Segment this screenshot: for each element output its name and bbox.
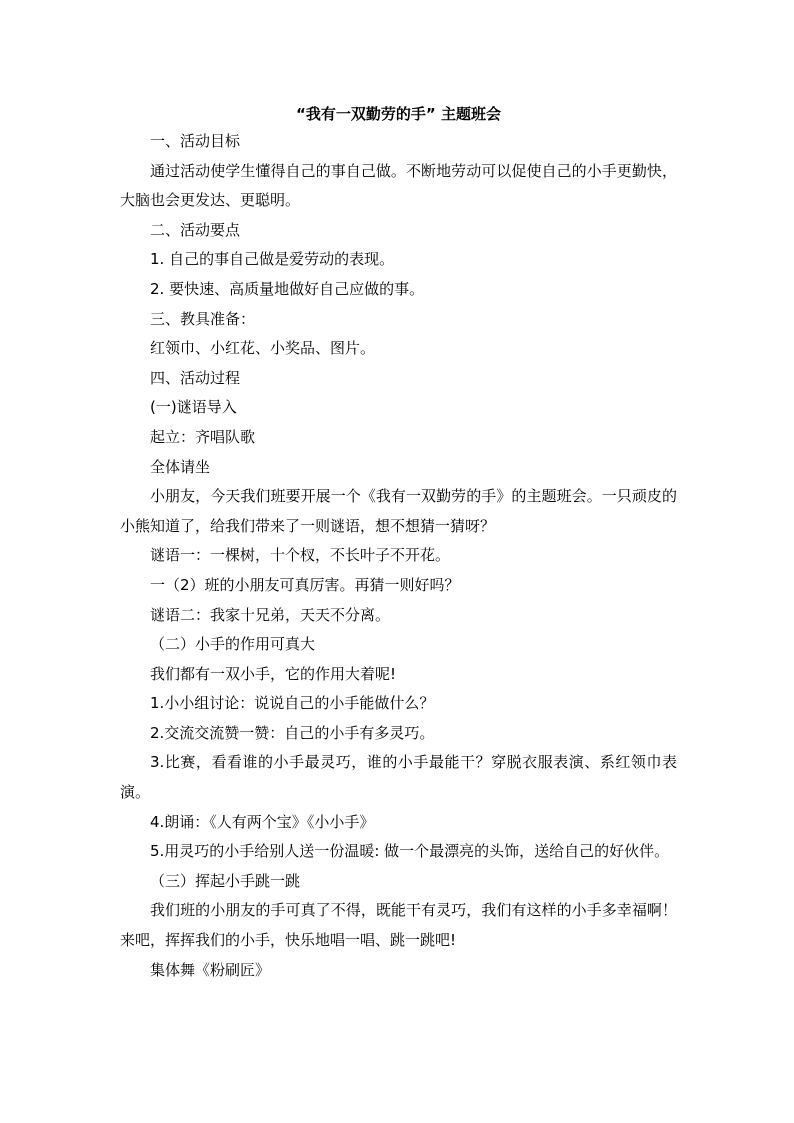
heading-materials: 三、教具准备：	[150, 309, 256, 328]
section-hand-uses: （二）小手的作用可真大	[150, 635, 316, 654]
materials-text: 红领巾、小红花、小奖品、图片。	[150, 339, 376, 358]
activity-3: 3.比赛，看看谁的小手最灵巧，谁的小手最能干？穿脱衣服表演、系红领巾表演。	[120, 753, 677, 802]
dance-intro: 我们班的小朋友的手可真了不得，既能干有灵巧，我们有这样的小手多幸福啊！来吧，挥挥我们的小手，快乐地唱一唱、跳一跳吧!	[120, 901, 677, 950]
document-title: “我有一双勤劳的手” 主题班会	[296, 105, 501, 123]
heading-key-points: 二、活动要点	[150, 220, 241, 239]
key-point-1: 1. 自己的事自己做是爱劳动的表现。	[150, 250, 395, 269]
activity-2: 2.交流交流赞一赞：自己的小手有多灵巧。	[150, 723, 435, 742]
please-sit: 全体请坐	[150, 457, 211, 476]
section-riddle-intro: (一)谜语导入	[150, 398, 237, 417]
activity-5: 5.用灵巧的小手给别人送一份温暖: 做一个最漂亮的头饰，送给自己的好伙伴。	[150, 842, 670, 861]
group-dance: 集体舞《粉刷匠》	[150, 960, 271, 979]
stand-and-sing: 起立：齐唱队歌	[150, 427, 256, 446]
riddle-2: 谜语二：我家十兄弟，天天不分离。	[150, 605, 391, 624]
class-praise: 一（2）班的小朋友可真厉害。再猜一则好吗？	[150, 575, 460, 594]
riddle-1: 谜语一：一棵树，十个杈，不长叶子不开花。	[150, 546, 451, 565]
objectives-text: 通过活动使学生懂得自己的事自己做。不断地劳动可以促使自己的小手更勤快，大脑也会更发达、更聪明。	[120, 161, 677, 210]
document-body	[120, 101, 677, 985]
hand-uses-intro: 我们都有一双小手，它的作用大着呢!	[150, 664, 397, 683]
section-dance: （三）挥起小手跳一跳	[150, 871, 301, 890]
key-point-2: 2. 要快速、高质量地做好自己应做的事。	[150, 279, 425, 298]
heading-objectives: 一、活动目标	[150, 132, 241, 150]
heading-process: 四、活动过程	[150, 368, 241, 387]
activity-4: 4.朗诵：《人有两个宝》《小小手》	[150, 812, 375, 831]
intro-speech: 小朋友，今天我们班要开展一个《我有一双勤劳的手》的主题班会。一只顽皮的小熊知道了，给我们带来了一则谜语，想不想猜一猜呀？	[120, 487, 677, 535]
activity-1: 1.小小组讨论：说说自己的小手能做什么？	[150, 694, 435, 713]
